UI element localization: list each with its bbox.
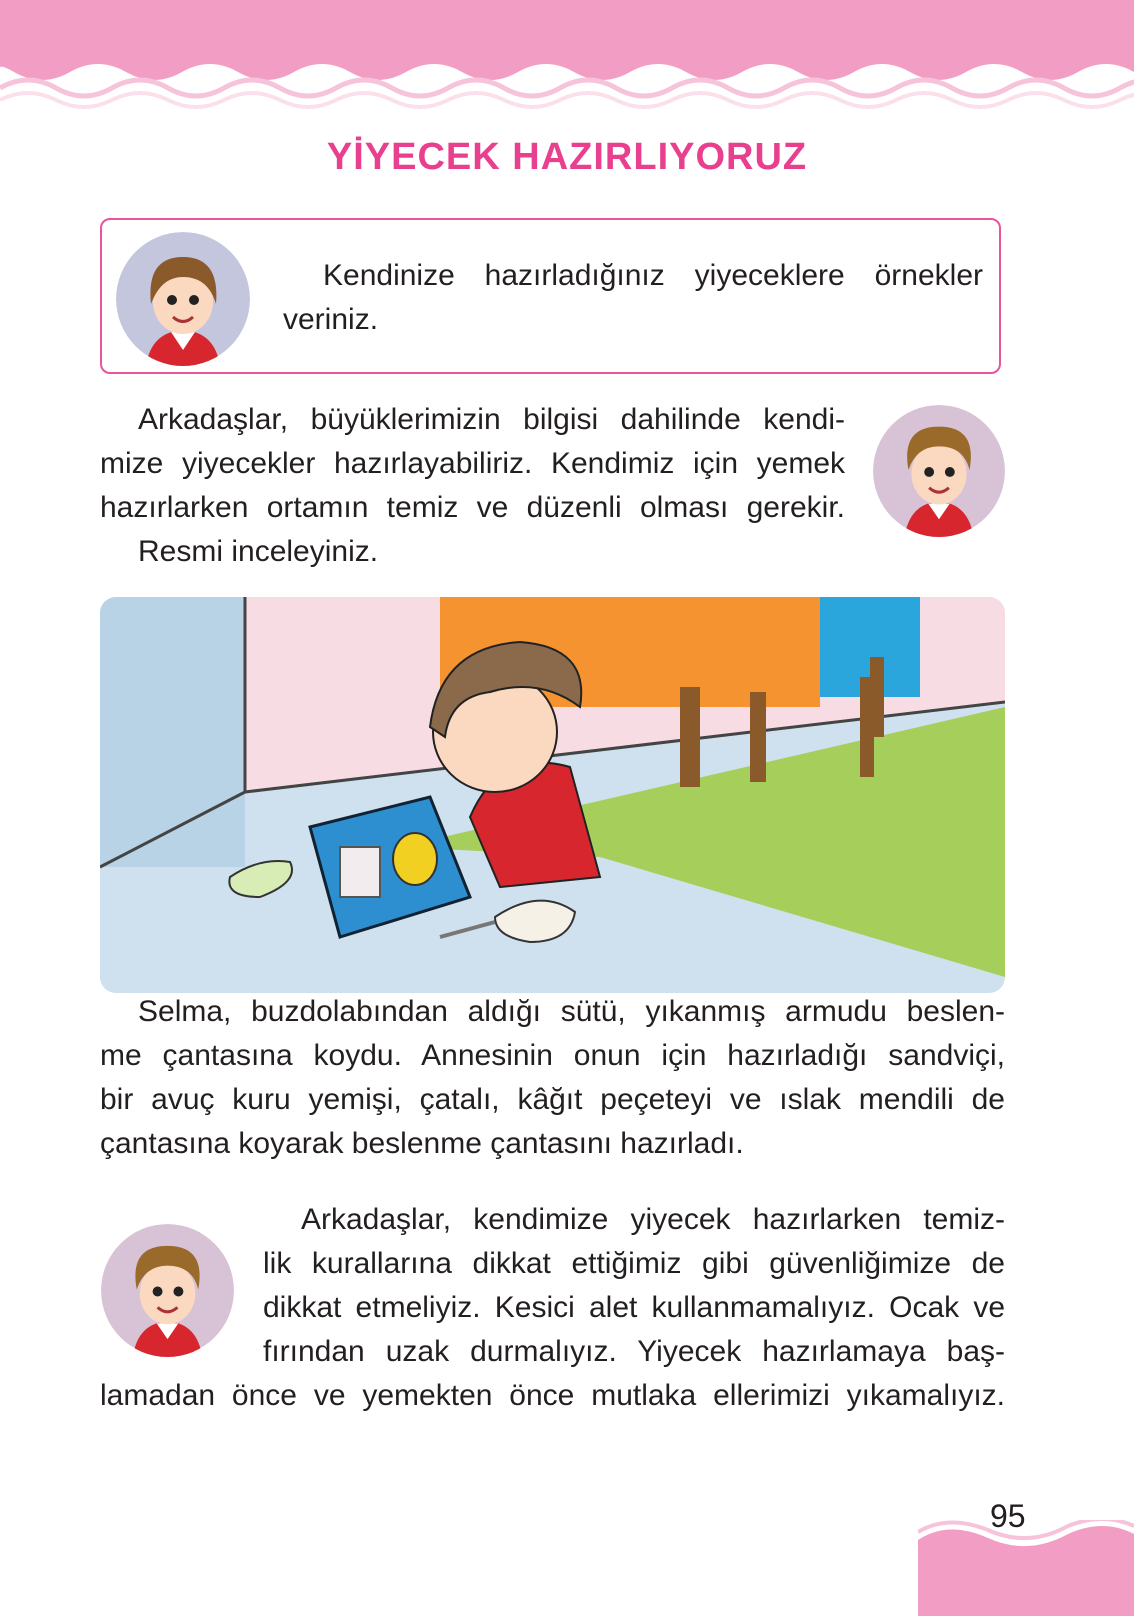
boy-avatar: [101, 1224, 234, 1357]
page-title: YİYECEK HAZIRLIYORUZ: [326, 136, 808, 178]
prompt-text: [283, 254, 983, 342]
prompt-line: Kendinize hazırladığınız yiyeceklere örnekler: [323, 259, 983, 292]
text-line: Arkadaşlar, büyüklerimizin bilgisi dahilinde kendi-: [138, 403, 845, 436]
text-line: me çantasına koydu. Annesinin onun için hazırladığı sandviçi,: [100, 1039, 1005, 1072]
illustration-girl-packing-lunchbox: [100, 597, 1005, 993]
paragraph-story: [100, 990, 1005, 1166]
text-line: hazırlarken ortamın temiz ve düzenli olması gerekir.: [100, 491, 845, 524]
text-line: Resmi inceleyiniz.: [138, 535, 379, 568]
girl-avatar: [116, 232, 250, 366]
text-line: Selma, buzdolabından aldığı sütü, yıkanmış armudu beslen-: [138, 995, 1005, 1028]
text-line: lamadan önce ve yemekten önce mutlaka ellerimizi yıkamalıyız.: [100, 1379, 1005, 1412]
text-line: fırından uzak durmalıyız. Yiyecek hazırlamaya baş-: [263, 1335, 1005, 1368]
boy-avatar: [873, 405, 1005, 537]
header-wave-band: [0, 0, 1134, 110]
paragraph-safety: [263, 1198, 1005, 1374]
text-line: mize yiyecekler hazırlayabiliriz. Kendimiz için yemek: [100, 447, 845, 480]
page-corner-wave: [918, 1520, 1134, 1616]
text-line: bir avuç kuru yemişi, çatalı, kâğıt peçeteyi ve ıslak mendili de: [100, 1083, 1005, 1116]
paragraph-intro: [100, 398, 845, 574]
page-number: 95: [990, 1498, 1026, 1534]
text-line: çantasına koyarak beslenme çantasını hazırladı.: [100, 1127, 744, 1160]
text-line: lik kurallarına dikkat ettiğimiz gibi güvenliğimize de: [263, 1247, 1005, 1280]
text-line: Arkadaşlar, kendimize yiyecek hazırlarken temiz-: [301, 1203, 1005, 1236]
paragraph-safety-last: [100, 1374, 1005, 1418]
prompt-line: veriniz.: [283, 303, 379, 336]
text-line: dikkat etmeliyiz. Kesici alet kullanmamalıyız. Ocak ve: [263, 1291, 1005, 1324]
